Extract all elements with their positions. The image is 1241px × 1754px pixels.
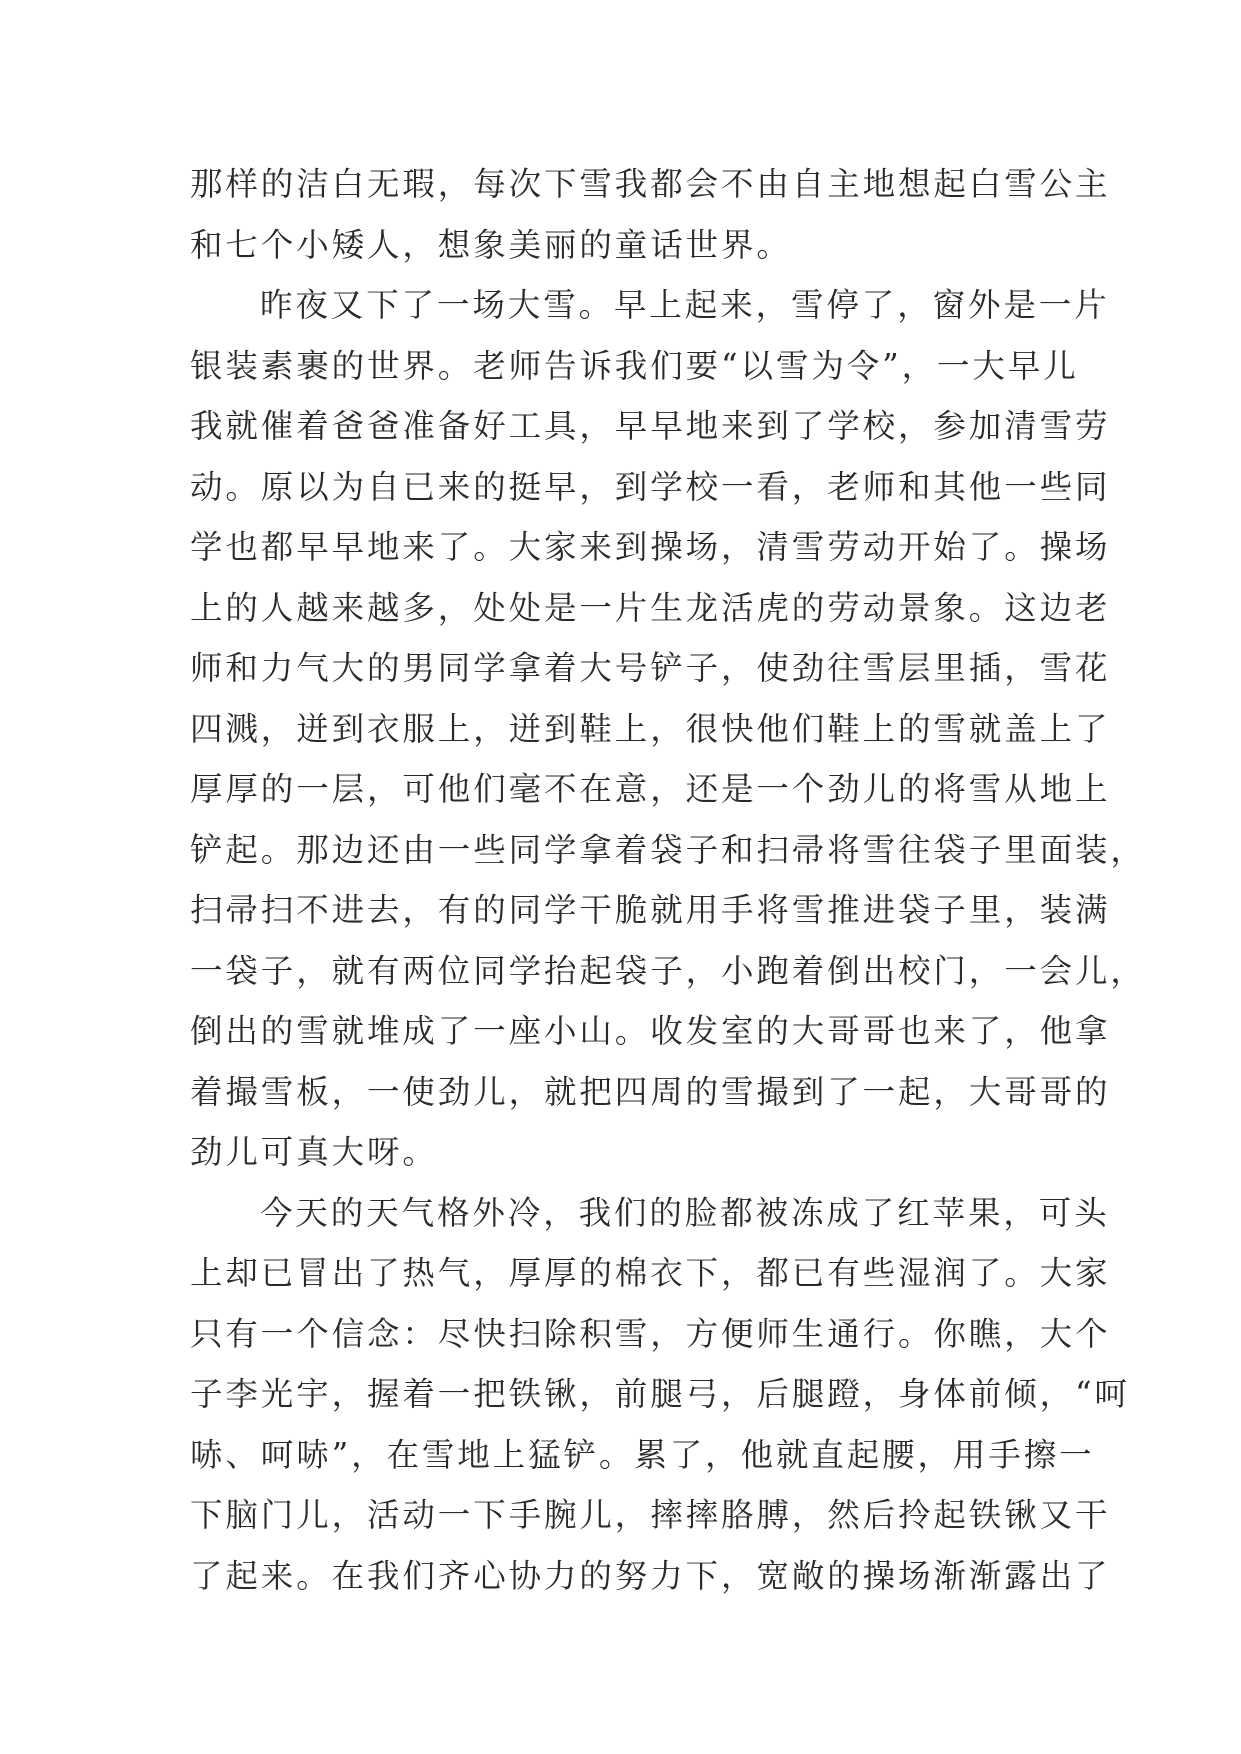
text-line: 师和力气大的男同学拿着大号铲子，使劲往雪层里插，雪花 [190, 649, 1111, 687]
paragraph-2 [190, 275, 1146, 1183]
paragraph-1 [190, 154, 1111, 275]
text-line: 一袋子，就有两位同学抬起袋子，小跑着倒出校门，一会儿， [190, 951, 1146, 990]
text-line: 上的人越来越多，处处是一片生龙活虎的劳动景象。这边老 [190, 588, 1111, 627]
essay-body [190, 154, 1146, 1606]
text-line: 哧、呵哧”，在雪地上猛铲。累了，他就直起腰，用手擦一 [190, 1435, 1095, 1474]
text-line: 那样的洁白无瑕，每次下雪我都会不由自主地想起白雪公主 [190, 165, 1111, 203]
text-line: 子李光宇，握着一把铁锹，前腿弓，后腿蹬，身体前倾，“呵 [190, 1375, 1130, 1413]
text-line: 下脑门儿，活动一下手腕儿，摔摔胳膊，然后拎起铁锹又干 [190, 1496, 1111, 1534]
text-line: 今天的天气格外冷，我们的脸都被冻成了红苹果，可头 [260, 1193, 1110, 1232]
text-line: 铲起。那边还由一些同学拿着袋子和扫帚将雪往袋子里面装， [190, 830, 1146, 869]
text-line: 扫帚扫不进去，有的同学干脆就用手将雪推进袋子里，装满 [190, 891, 1111, 929]
paragraph-3 [190, 1183, 1130, 1607]
text-line: 了起来。在我们齐心协力的努力下，宽敞的操场渐渐露出了 [190, 1556, 1111, 1595]
text-line: 上却已冒出了热气，厚厚的棉衣下，都已有些湿润了。大家 [190, 1254, 1111, 1292]
text-line: 四溅，迸到衣服上，迸到鞋上，很快他们鞋上的雪就盖上了 [190, 709, 1111, 748]
text-line: 和七个小矮人，想象美丽的童话世界。 [190, 225, 792, 264]
text-line: 劲儿可真大呀。 [190, 1133, 438, 1171]
text-line: 只有一个信念：尽快扫除积雪，方便师生通行。你瞧，大个 [190, 1314, 1111, 1353]
text-line: 倒出的雪就堆成了一座小山。收发室的大哥哥也来了，他拿 [190, 1012, 1111, 1050]
text-line: 我就催着爸爸准备好工具，早早地来到了学校，参加清雪劳 [190, 407, 1111, 445]
text-line: 着撮雪板，一使劲儿，就把四周的雪撮到了一起，大哥哥的 [190, 1072, 1111, 1111]
text-line: 学也都早早地来了。大家来到操场，清雪劳动开始了。操场 [190, 528, 1111, 566]
text-line: 厚厚的一层，可他们毫不在意，还是一个劲儿的将雪从地上 [190, 770, 1111, 808]
text-line: 银装素裹的世界。老师告诉我们要“以雪为令”，一大早儿 [190, 346, 1079, 385]
text-line: 动。原以为自已来的挺早，到学校一看，老师和其他一些同 [190, 467, 1111, 506]
text-line: 昨夜又下了一场大雪。早上起来，雪停了，窗外是一片 [260, 286, 1110, 324]
